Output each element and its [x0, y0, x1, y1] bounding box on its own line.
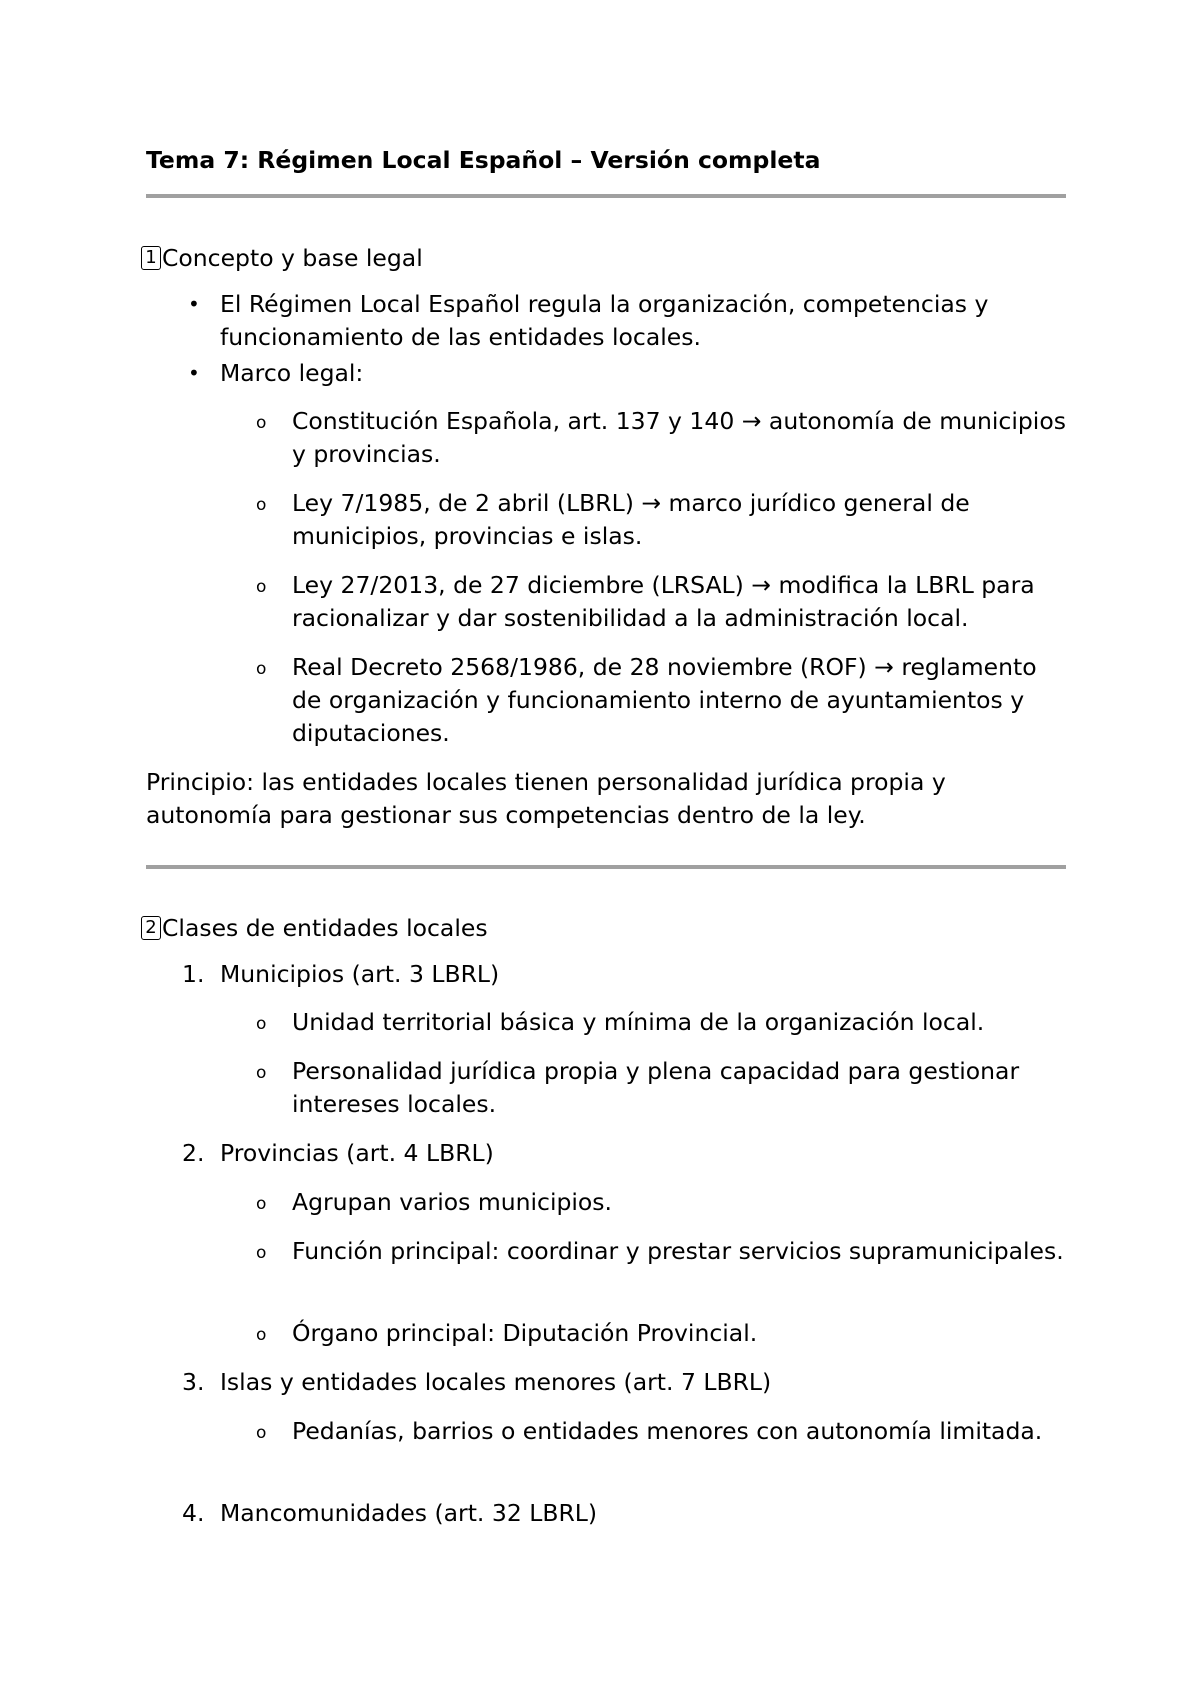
list-number: 3. [182, 1368, 205, 1396]
circle-bullet-icon: o [256, 1194, 267, 1214]
bullet-icon: • [188, 361, 200, 385]
list-item: Ley 27/2013, de 27 diciembre (LRSAL) → modifica la LBRL para racionalizar y dar sostenibilidad a la administración local. [292, 571, 1035, 632]
list-item: Pedanías, barrios o entidades menores con autonomía limitada. [292, 1417, 1043, 1445]
list-item: Provincias (art. 4 LBRL) [220, 1139, 494, 1167]
section-heading-text: Clases de entidades locales [162, 914, 488, 942]
bullet-icon: • [188, 292, 200, 316]
list-number: 2. [182, 1139, 205, 1167]
horizontal-rule [146, 194, 1066, 198]
circle-bullet-icon: o [256, 413, 267, 433]
keycap-number-icon: 1 [141, 246, 161, 270]
keycap-number-icon: 2 [141, 916, 161, 940]
list-item: Marco legal: [220, 359, 364, 387]
circle-bullet-icon: o [256, 495, 267, 515]
list-item: Agrupan varios municipios. [292, 1188, 613, 1216]
list-item: Ley 7/1985, de 2 abril (LBRL) → marco jurídico general de municipios, provincias e islas. [292, 489, 970, 550]
section-heading-text: Concepto y base legal [162, 244, 423, 272]
horizontal-rule [146, 865, 1066, 869]
list-item: Islas y entidades locales menores (art. 7 LBRL) [220, 1368, 772, 1396]
circle-bullet-icon: o [256, 1063, 267, 1083]
circle-bullet-icon: o [256, 1243, 267, 1263]
circle-bullet-icon: o [256, 659, 267, 679]
list-item: Mancomunidades (art. 32 LBRL) [220, 1499, 598, 1527]
circle-bullet-icon: o [256, 1325, 267, 1345]
list-number: 4. [182, 1499, 205, 1527]
list-item: El Régimen Local Español regula la organización, competencias y funcionamiento de las entidades locales. [220, 290, 989, 351]
section-heading-clases [141, 912, 488, 944]
list-item: Función principal: coordinar y prestar servicios supramunicipales. [292, 1237, 1064, 1265]
list-number: 1. [182, 960, 205, 988]
circle-bullet-icon: o [256, 1423, 267, 1443]
circle-bullet-icon: o [256, 577, 267, 597]
principle-paragraph: Principio: las entidades locales tienen personalidad jurídica propia y autonomía para gestionar sus competencias dentro de la ley. [146, 768, 946, 829]
document-page [146, 0, 1066, 1696]
list-item: Personalidad jurídica propia y plena capacidad para gestionar intereses locales. [292, 1057, 1020, 1118]
document-title: Tema 7: Régimen Local Español – Versión completa [146, 146, 821, 174]
list-item: Unidad territorial básica y mínima de la organización local. [292, 1008, 985, 1036]
list-item: Órgano principal: Diputación Provincial. [292, 1319, 758, 1347]
list-item: Real Decreto 2568/1986, de 28 noviembre (ROF) → reglamento de organización y funcionamiento interno de ayuntamientos y diputaciones. [292, 653, 1037, 747]
list-item: Constitución Española, art. 137 y 140 → autonomía de municipios y provincias. [292, 407, 1066, 468]
list-item: Municipios (art. 3 LBRL) [220, 960, 500, 988]
section-heading-concepto [141, 242, 423, 274]
circle-bullet-icon: o [256, 1014, 267, 1034]
